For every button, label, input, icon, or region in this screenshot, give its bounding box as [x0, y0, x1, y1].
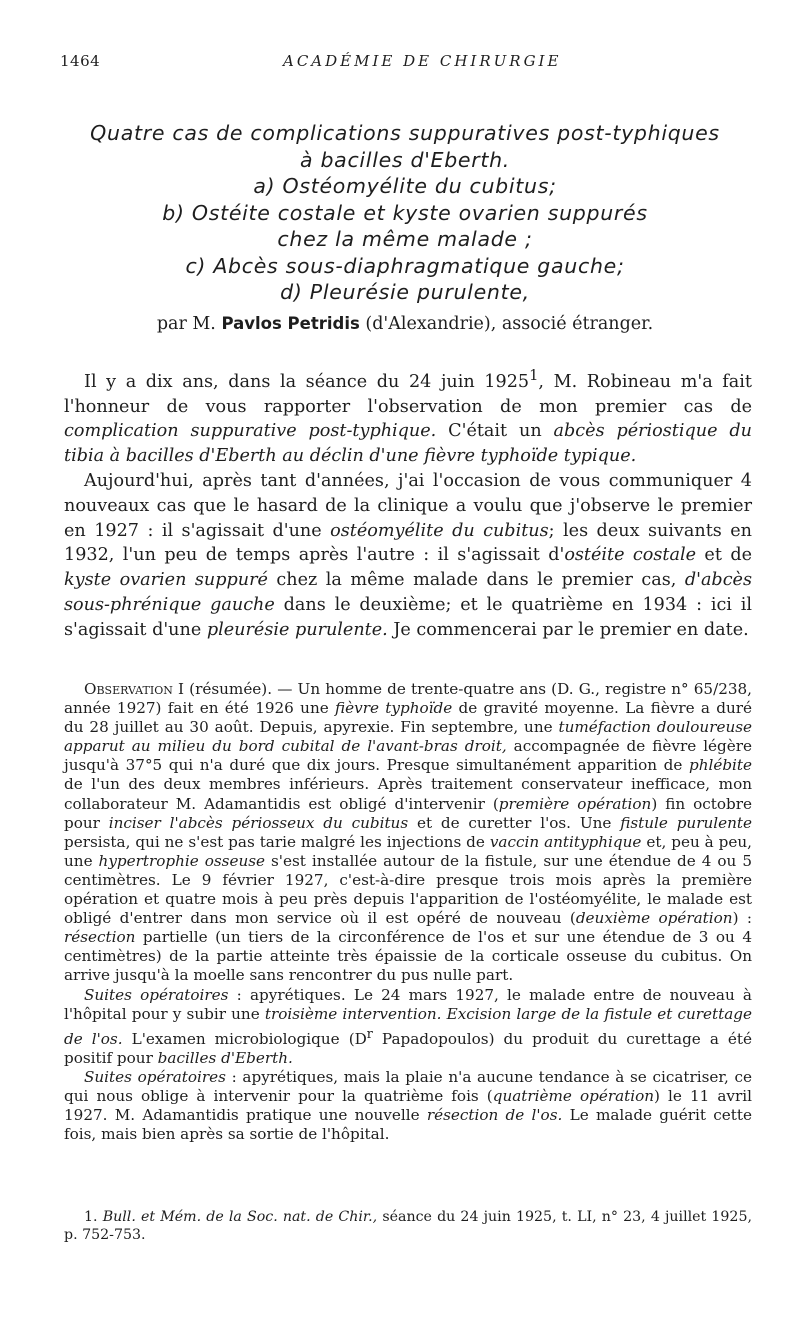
emphasis: phlébite [688, 756, 752, 775]
text-run: et de curetter l'os. Une [408, 813, 621, 832]
intro-paragraph-2 [64, 469, 752, 643]
superscript: r [366, 1025, 373, 1041]
page-number: 1464 [60, 52, 101, 70]
text-run: ; les deux suivants en 1932, l'un peu de temps après l'autre : il s'agissait d' [64, 520, 753, 566]
emphasis: vaccin antityphique [489, 832, 642, 851]
title-line: chez la même malade ; [277, 227, 533, 251]
emphasis: ostéomyélite du cubitus [330, 520, 549, 541]
footnote-citation: Bull. et Mém. de la Soc. nat. de Chir., [102, 1209, 378, 1225]
emphasis: résection de l'os. [426, 1106, 563, 1125]
text-run: ) : [732, 909, 752, 928]
title-line: a) Ostéomyélite du cubitus; [253, 174, 557, 198]
footnote-number: 1. [84, 1209, 98, 1225]
author-byline [60, 314, 750, 334]
text-run: (résumée). — Un homme de trente-quatre ans (D. G., registre n° 65/238, année 1927) fait en été 1926 une [64, 680, 753, 718]
text-run: partielle (un tiers de la circonférence de l'os et sur une étendue de 3 ou 4 centimètres) de la partie atteinte très épaissie de la corticale osseuse du cubitus. On arrive jusqu'à la moelle sans rencontrer du pus nulle part. [64, 928, 752, 985]
byline-prefix: par M. [156, 314, 216, 334]
byline-suffix: (d'Alexandrie), associé étranger. [365, 314, 654, 334]
text-run: de gravité moyenne. La fièvre a duré du 28 juillet au 30 août. Depuis, apyrexie. Fin septembre, une [64, 699, 753, 737]
introduction [64, 364, 752, 643]
text-run: Aujourd'hui, après tant d'années, j'ai l'occasion de vous communiquer 4 nouveaux cas que le hasard de la clinique a voulu que j'observe le premier en 1927 : il s'agissait d'une [64, 471, 752, 541]
text-run: chez la même malade dans le premier cas, [267, 570, 685, 591]
text-run: : apyrétiques, mais la plaie n'a aucune tendance à se cicatriser, ce qui nous oblige à intervenir pour la quatrième fois ( [64, 1067, 752, 1106]
emphasis: fièvre typhoïde [335, 699, 453, 718]
text-run: de l'un des deux membres inférieurs. Après traitement conservateur inefficace, mon collaborateur M. Adamantidis est obligé d'intervenir ( [64, 775, 752, 813]
emphasis: résection [64, 928, 136, 947]
emphasis: bacilles d'Eberth. [157, 1048, 293, 1067]
text-run: , M. Robineau m'a fait l'honneur de vous rapporter l'observation de mon premier cas de [64, 371, 752, 417]
footnote-ref: 1 [529, 367, 539, 384]
observation-section [64, 680, 752, 1144]
text-run: L'examen microbiologique (D [122, 1029, 367, 1048]
emphasis: kyste ovarien suppuré [64, 570, 268, 591]
text-run: ) fin octobre pour [64, 794, 752, 832]
text-run: Papadopoulos) du produit du curettage a été positif pour [64, 1029, 752, 1067]
text-run: : apyrétiques. Le 24 mars 1927, le malade entre de nouveau à l'hôpital pour y subir une [64, 985, 752, 1023]
title-line: à bacilles d'Eberth. [299, 147, 511, 172]
text-run: s'est installée autour de la fistule, sur une étendue de 4 ou 5 centimètres. Le 9 février 1927, c'est-à-dire presque trois mois après la première opération et quatre mois à peu près depuis l'apparition de l'ostéomyélite, le malade est obligé d'entrer dans mon service où il est opéré de nouveau ( [64, 851, 752, 928]
text-run: persista, qui ne s'est pas tarie malgré les injections de [64, 832, 490, 851]
text-run: et de [696, 545, 752, 566]
journal-title: ACADÉMIE DE CHIRURGIE [283, 52, 562, 70]
text-run: et, peu à peu, une [64, 832, 752, 870]
emphasis: quatrième opération [492, 1087, 655, 1106]
emphasis: inciser l'abcès périosseux du cubitus [108, 813, 409, 832]
emphasis: d'abcès sous-phrénique gauche [64, 570, 752, 616]
text-run: ) le 11 avril 1927. M. Adamantidis pratique une nouvelle [64, 1087, 752, 1125]
text-run: Il y a dix ans, dans la séance du 24 juin 1925 [84, 371, 530, 392]
observation-paragraph-2 [64, 986, 752, 1068]
emphasis: abcès périostique du tibia à bacilles d'Eberth au déclin d'une fièvre typhoïde typique. [64, 421, 752, 467]
author-name: Pavlos Petridis [221, 314, 360, 333]
text-run: Je commencerai par le premier en date. [387, 619, 749, 640]
title-line: b) Ostéite costale et kyste ovarien suppurés [162, 200, 648, 225]
emphasis: fistule purulente [620, 813, 752, 832]
emphasis: ostéite costale [564, 545, 697, 566]
emphasis: deuxième opération [575, 909, 733, 928]
article-title [60, 120, 750, 306]
emphasis: complication suppurative post-typhique. [64, 421, 437, 442]
emphasis: troisième intervention. Excision large de la fistule et curettage de l'os. [64, 1004, 752, 1048]
intro-paragraph-1 [64, 364, 752, 469]
observation-label: Observation I [84, 680, 185, 698]
title-line: c) Abcès sous-diaphragmatique gauche; [185, 253, 625, 278]
text-run: Le malade guérit cette fois, mais bien après sa sortie de l'hôpital. [64, 1106, 752, 1144]
text-run: dans le deuxième; et le quatrième en 1934 : ici il s'agissait d'une [64, 595, 753, 640]
footnote [64, 1208, 752, 1244]
running-head [60, 52, 760, 74]
footnote-text [64, 1208, 752, 1244]
observation-paragraph-3 [64, 1068, 752, 1144]
text-run: C'était un [436, 421, 554, 442]
emphasis: pleurésie purulente. [206, 619, 388, 640]
emphasis: première opération [498, 794, 652, 813]
title-line: d) Pleurésie purulente, [280, 280, 530, 304]
text-run: accompagnée de fièvre légère jusqu'à 37°5 qui n'a duré que dix jours. Presque simultanément apparition de [64, 737, 753, 775]
footnote-rest: séance du 24 juin 1925, t. LI, n° 23, 4 juillet 1925, p. 752-753. [64, 1209, 752, 1243]
emphasis: hypertrophie osseuse [98, 851, 266, 870]
observation-paragraph-1 [64, 680, 752, 986]
emphasis: Suites opératoires [84, 985, 229, 1004]
emphasis: Suites opératoires [84, 1067, 226, 1086]
emphasis: tuméfaction douloureuse apparut au milieu du bord cubital de l'avant-bras droit, [64, 718, 753, 756]
title-line: Quatre cas de complications suppuratives post-typhiques [90, 121, 720, 145]
